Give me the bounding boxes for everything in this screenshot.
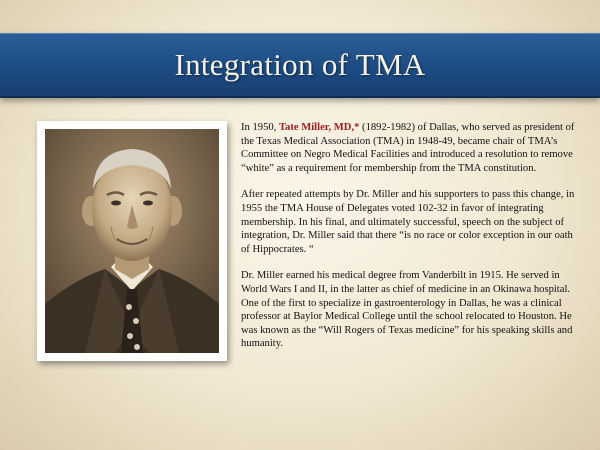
title-bar — [0, 33, 600, 98]
portrait-photo — [45, 129, 219, 353]
portrait-frame — [37, 121, 227, 361]
highlighted-name: Tate Miller, MD,* — [278, 122, 360, 133]
paragraph-2: After repeated attempts by Dr. Miller and his supporters to pass this change, in 1955 the TMA House of Delegates voted 102-32 in favor of integrating membership. In his final, and ultimately successful, speech on the subject of integration, Dr. Miller said that there “is no race or color exception in our oath of Hippocrates. “ — [241, 189, 575, 255]
paragraph-1 — [241, 121, 576, 175]
paragraph-1-lead: In 1950, — [241, 122, 279, 133]
slide-title: Integration of TMA — [174, 47, 426, 82]
portrait-image — [45, 129, 219, 353]
paragraph-3: Dr. Miller earned his medical degree from Vanderbilt in 1915. He served in World Wars I and II, in the latter as chief of medicine in an Okinawa hospital. One of the first to specialize in gastroenterology in Dallas, he was a clinical professor at Baylor Medical College until the school relocated to Houston. He was known as the “Will Rogers of Texas medicine” for his speaking skills and humanity. — [241, 270, 573, 350]
paragraph-1-rest: (1892-1982) of Dallas, who served as president of the Texas Medical Association (TMA) in 1948-49, became chair of TMA’s Committee on Negro Medical Facilities and introduced a resolution to remove “white” as a requirement for membership from the TMA constitution. — [241, 122, 575, 174]
body-text — [241, 121, 576, 364]
